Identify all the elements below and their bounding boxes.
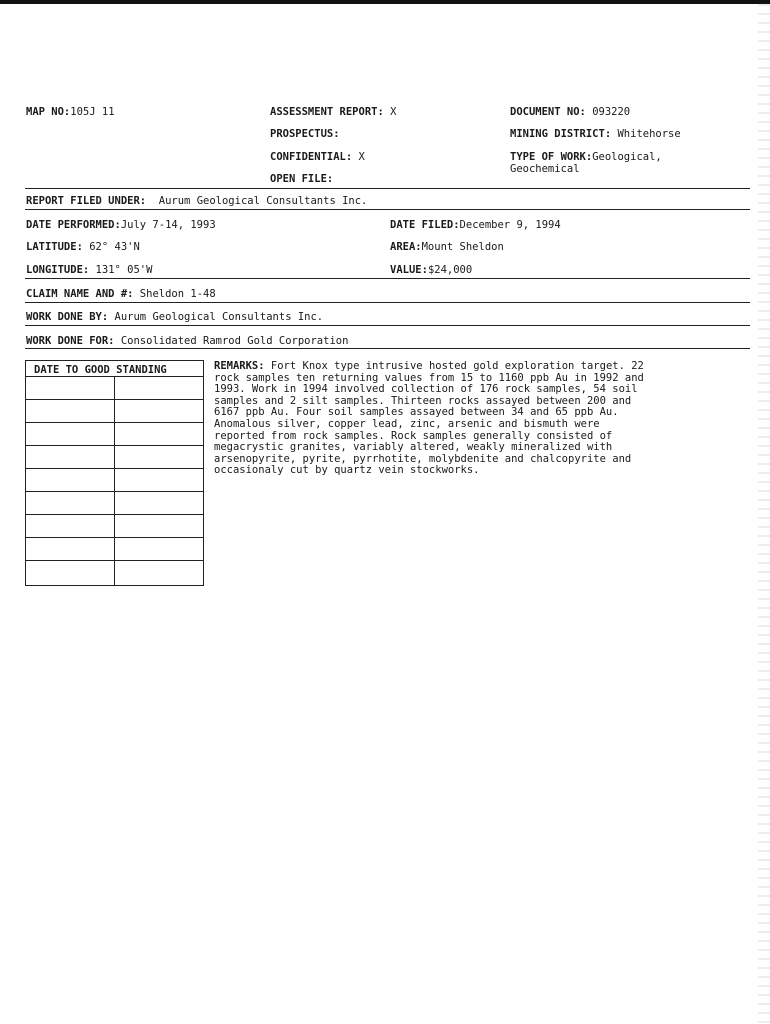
table-row-line bbox=[26, 491, 203, 492]
work-done-by bbox=[26, 311, 323, 323]
map-no bbox=[26, 106, 115, 118]
work-done-by-label: WORK DONE BY: bbox=[26, 311, 109, 323]
table-row-line bbox=[26, 399, 203, 400]
confidential bbox=[270, 151, 365, 163]
assessment-report-label: ASSESSMENT REPORT: bbox=[270, 106, 384, 118]
work-done-by-value: Aurum Geological Consultants Inc. bbox=[114, 311, 324, 323]
assessment-report-value: X bbox=[390, 106, 397, 118]
table-row-line bbox=[26, 514, 203, 515]
report-filed-under bbox=[26, 195, 367, 207]
claim-name-label: CLAIM NAME AND #: bbox=[26, 288, 134, 300]
remarks-text-1: Fort Knox type intrusive hosted gold exploration target. 22 bbox=[270, 360, 644, 372]
divider-rule bbox=[25, 278, 750, 279]
report-filed-under-label: REPORT FILED UNDER: bbox=[26, 195, 147, 207]
work-done-for-label: WORK DONE FOR: bbox=[26, 335, 115, 347]
document-no bbox=[510, 106, 630, 118]
value-label: VALUE: bbox=[390, 264, 428, 276]
type-of-work-value-2: Geochemical bbox=[510, 163, 580, 175]
area-value: Mount Sheldon bbox=[421, 241, 504, 253]
map-no-label: MAP NO: bbox=[26, 106, 71, 118]
remarks-text-10: occasionaly cut by quartz vein stockworks. bbox=[214, 464, 480, 477]
document-no-value: 093220 bbox=[592, 106, 631, 118]
table-row-line bbox=[26, 560, 203, 561]
table-row-line bbox=[26, 445, 203, 446]
table-row-line bbox=[26, 468, 203, 469]
divider-rule bbox=[25, 209, 750, 210]
type-of-work-label: TYPE OF WORK: bbox=[510, 151, 593, 163]
remarks-text-5: 6167 ppb Au. Four soil samples assayed between 34 and 65 ppb Au. bbox=[214, 406, 619, 419]
date-performed-label: DATE PERFORMED: bbox=[26, 219, 121, 231]
divider-rule bbox=[25, 302, 750, 303]
work-done-for bbox=[26, 335, 348, 347]
remarks-text-2: rock samples ten returning values from 15 to 1160 ppb Au in 1992 and bbox=[214, 371, 644, 384]
latitude bbox=[26, 241, 140, 253]
remarks-text-7: reported from rock samples. Rock samples generally consisted of bbox=[214, 429, 613, 442]
area-label: AREA: bbox=[390, 241, 422, 253]
latitude-value: 62° 43'N bbox=[89, 241, 140, 253]
value bbox=[390, 264, 472, 276]
remarks-line bbox=[214, 361, 744, 373]
good-standing-table bbox=[25, 360, 204, 586]
prospectus-label: PROSPECTUS: bbox=[270, 128, 340, 140]
map-no-value: 105J 11 bbox=[70, 106, 115, 118]
divider-rule bbox=[25, 325, 750, 326]
remarks-text-6: Anomalous silver, copper lead, zinc, arsenic and bismuth were bbox=[214, 417, 600, 430]
longitude-value: 131° 05'W bbox=[95, 264, 153, 276]
table-row-line bbox=[26, 537, 203, 538]
value-amount: $24,000 bbox=[427, 264, 473, 276]
area bbox=[390, 241, 504, 253]
date-filed bbox=[390, 219, 561, 231]
date-performed bbox=[26, 219, 216, 231]
latitude-label: LATITUDE: bbox=[26, 241, 83, 253]
type-of-work bbox=[510, 151, 662, 163]
document-no-label: DOCUMENT NO: bbox=[510, 106, 586, 118]
date-filed-label: DATE FILED: bbox=[390, 219, 460, 231]
divider-rule bbox=[25, 348, 750, 349]
report-filed-under-value: Aurum Geological Consultants Inc. bbox=[158, 195, 368, 207]
remarks-text-9: arsenopyrite, pyrite, pyrrhotite, molybdenite and chalcopyrite and bbox=[214, 452, 632, 465]
remarks-text-3: 1993. Work in 1994 involved collection of 176 rock samples, 54 soil bbox=[214, 383, 638, 396]
confidential-label: CONFIDENTIAL: bbox=[270, 151, 353, 163]
claim-name bbox=[26, 288, 216, 300]
longitude bbox=[26, 264, 152, 276]
date-performed-value: July 7-14, 1993 bbox=[120, 219, 216, 231]
table-row-line bbox=[26, 376, 203, 377]
table-row-line bbox=[26, 422, 203, 423]
remarks-block bbox=[214, 361, 744, 477]
work-done-for-value: Consolidated Ramrod Gold Corporation bbox=[120, 335, 349, 347]
type-of-work-value-1: Geological, bbox=[592, 151, 662, 163]
claim-name-value: Sheldon 1-48 bbox=[139, 288, 216, 300]
mining-district-value: Whitehorse bbox=[617, 128, 681, 140]
longitude-label: LONGITUDE: bbox=[26, 264, 90, 276]
mining-district bbox=[510, 128, 681, 140]
remarks-text-4: samples and 2 silt samples. Thirteen rocks assayed between 200 and bbox=[214, 394, 632, 407]
scan-edge-noise bbox=[758, 4, 770, 1024]
date-filed-value: December 9, 1994 bbox=[459, 219, 561, 231]
remarks-label: REMARKS: bbox=[214, 360, 265, 372]
confidential-value: X bbox=[358, 151, 365, 163]
table-column-divider bbox=[114, 376, 115, 586]
good-standing-header: DATE TO GOOD STANDING bbox=[34, 364, 167, 376]
mining-district-label: MINING DISTRICT: bbox=[510, 128, 612, 140]
remarks-text-8: megacrystic granites, variably altered, weakly mineralized with bbox=[214, 441, 613, 454]
open-file-label: OPEN FILE: bbox=[270, 173, 334, 185]
divider-rule bbox=[25, 188, 750, 189]
scan-top-border bbox=[0, 0, 770, 4]
assessment-report bbox=[270, 106, 396, 118]
